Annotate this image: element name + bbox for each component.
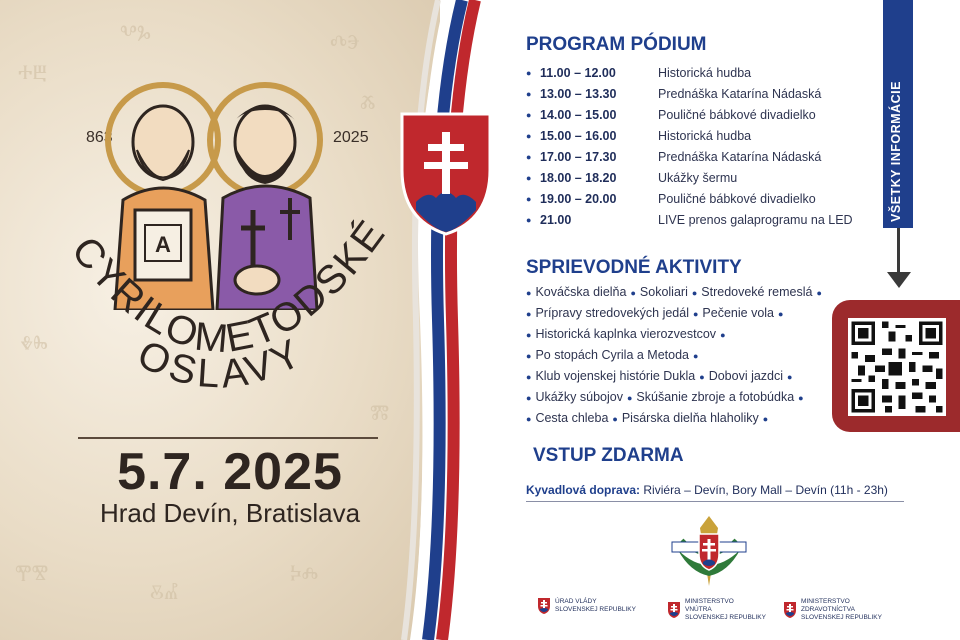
logo-line: ÚRAD VLÁDY xyxy=(555,598,597,605)
schedule-item: Pouličné bábkové divadielko xyxy=(658,191,816,206)
bullet-icon: ● xyxy=(693,351,699,361)
schedule-item: Historická hudba xyxy=(658,128,752,143)
schedule-row xyxy=(526,83,866,104)
schedule-time: 19.00 – 20.00 xyxy=(540,191,617,206)
activity-item: Pečenie vola xyxy=(702,306,774,320)
bullet-icon: ● xyxy=(526,214,532,225)
schedule-row xyxy=(526,146,866,167)
glagolitic-glyph: Ⰶ xyxy=(360,90,376,114)
logo-line: ZDRAVOTNÍCTVA xyxy=(801,606,855,613)
glagolitic-glyph: ⰄⰅ xyxy=(330,30,360,54)
activity-line xyxy=(526,411,836,432)
poster-left-panel xyxy=(0,0,440,640)
logo-line: VNÚTRA xyxy=(685,606,712,613)
glagolitic-glyph: ⰍⰎ xyxy=(290,560,319,584)
year-end: 2025 xyxy=(333,129,369,146)
logo-line: SLOVENSKEJ REPUBLIKY xyxy=(685,614,766,621)
activity-line xyxy=(526,327,836,348)
bullet-icon: ● xyxy=(526,130,532,141)
tricolour-ribbon xyxy=(380,0,520,640)
logo-ministry-health xyxy=(784,598,882,622)
activity-item: Cesta chleba xyxy=(535,411,609,425)
glagolitic-glyph: ⰇⰈ xyxy=(20,330,48,354)
svg-text:CYRILOMETODSKÉ xyxy=(63,211,394,362)
bullet-icon: ● xyxy=(526,109,532,120)
bullet-icon: ● xyxy=(526,351,532,361)
year-start: 863 xyxy=(86,129,113,146)
activity-item: Historická kaplnka vierozvestcov xyxy=(535,327,717,341)
event-title xyxy=(40,175,410,425)
activities-list xyxy=(526,285,836,432)
bullet-icon: ● xyxy=(526,393,532,403)
schedule-time: 17.00 – 17.30 xyxy=(540,149,617,164)
schedule-time: 13.00 – 13.30 xyxy=(540,86,617,101)
bullet-icon: ● xyxy=(630,288,636,298)
bullet-icon: ● xyxy=(526,309,532,319)
bullet-icon: ● xyxy=(626,393,633,403)
activity-item: Kováčska dielňa xyxy=(535,285,627,299)
arrow-down-icon xyxy=(897,228,900,276)
shuttle-label: Kyvadlová doprava: xyxy=(526,483,641,497)
schedule-time: 11.00 – 12.00 xyxy=(540,65,616,80)
bullet-icon: ● xyxy=(526,372,532,382)
schedule-time: 18.00 – 18.20 xyxy=(540,170,617,185)
shuttle-info xyxy=(526,483,904,502)
bullet-icon: ● xyxy=(526,151,532,162)
bullet-icon: ● xyxy=(526,193,532,204)
title-line-1: CYRILOMETODSKÉ xyxy=(62,211,395,362)
slovak-coat-of-arms-icon xyxy=(398,110,494,238)
bullet-icon: ● xyxy=(526,88,532,99)
bullet-icon: ● xyxy=(762,414,769,424)
event-date: 5.7. 2025 xyxy=(117,443,343,501)
program-schedule xyxy=(526,62,866,230)
arrow-head xyxy=(887,272,911,288)
activity-line xyxy=(526,390,836,411)
shuttle-text: Riviéra – Devín, Bory Mall – Devín (11h - 23h) xyxy=(643,483,888,497)
schedule-item: Prednáška Katarína Nádaská xyxy=(658,86,822,101)
bullet-icon: ● xyxy=(526,67,532,78)
bullet-icon: ● xyxy=(526,330,532,340)
bullet-icon: ● xyxy=(816,288,822,298)
activities-title: SPRIEVODNÉ AKTIVITY xyxy=(526,257,742,278)
bullet-icon: ● xyxy=(787,372,793,382)
schedule-row xyxy=(526,62,866,83)
logo-ministry-interior xyxy=(668,598,766,622)
schedule-row xyxy=(526,104,866,125)
activity-item: Pisárska dielňa hlaholiky xyxy=(621,411,759,425)
bullet-icon: ● xyxy=(526,414,532,424)
logo-line: SLOVENSKEJ REPUBLIKY xyxy=(801,614,882,621)
bullet-icon: ● xyxy=(612,414,618,424)
schedule-time: 15.00 – 16.00 xyxy=(540,128,617,143)
schedule-row xyxy=(526,188,866,209)
activity-item: Stredoveké remeslá xyxy=(701,285,813,299)
schedule-time: 14.00 – 15.00 xyxy=(540,107,617,122)
bullet-icon: ● xyxy=(798,393,804,403)
all-info-label: VŠETKY INFORMÁCIE xyxy=(889,81,903,222)
title-line-2: OSLAVY xyxy=(130,329,312,397)
slovak-coat-of-arms-icon xyxy=(538,598,550,614)
schedule-item: Pouličné bábkové divadielko xyxy=(658,107,816,122)
slovak-coat-of-arms-icon xyxy=(668,602,680,618)
schedule-item: Historická hudba xyxy=(658,65,752,80)
logo-line: MINISTERSTVO xyxy=(685,598,734,605)
schedule-item: LIVE prenos galaprogramu na LED xyxy=(658,212,853,227)
bullet-icon: ● xyxy=(699,372,705,382)
glagolitic-glyph: ⰋⰌ xyxy=(150,580,179,604)
glagolitic-glyph: ⰉⰊ xyxy=(15,560,49,584)
activity-line xyxy=(526,369,836,390)
book-letter: A xyxy=(155,232,171,257)
event-place: Hrad Devín, Bratislava xyxy=(99,498,361,528)
activity-item: Po stopách Cyrila a Metoda xyxy=(535,348,689,362)
program-title: PROGRAM PÓDIUM xyxy=(526,34,707,55)
activity-item: Ukážky súbojov xyxy=(535,390,623,404)
logo-government-office xyxy=(538,598,636,614)
ministry-emblem-icon xyxy=(668,510,750,590)
bullet-icon: ● xyxy=(526,288,532,298)
free-entry-title: VSTUP ZDARMA xyxy=(533,445,684,466)
logo-line: SLOVENSKEJ REPUBLIKY xyxy=(555,606,636,613)
activity-line xyxy=(526,306,836,327)
bullet-icon: ● xyxy=(778,309,784,319)
schedule-row xyxy=(526,125,866,146)
schedule-item: Prednáška Katarína Nádaská xyxy=(658,149,822,164)
schedule-time: 21.00 xyxy=(540,212,572,227)
activity-line xyxy=(526,285,836,306)
slovak-coat-of-arms-icon xyxy=(784,602,796,618)
bullet-icon: ● xyxy=(526,172,532,183)
activity-item: Skúšanie zbroje a fotobúdka xyxy=(636,390,795,404)
activity-item: Sokoliari xyxy=(639,285,688,299)
activity-item: Klub vojenskej histórie Dukla xyxy=(535,369,696,383)
activity-item: Dobovi jazdci xyxy=(708,369,784,383)
schedule-row xyxy=(526,167,866,188)
title-divider xyxy=(78,437,378,439)
qr-code-icon[interactable] xyxy=(848,318,946,416)
activity-line xyxy=(526,348,836,369)
bullet-icon: ● xyxy=(692,309,699,319)
bullet-icon: ● xyxy=(691,288,698,298)
glagolitic-glyph: ⰀⰁ xyxy=(18,60,48,84)
schedule-item: Ukážky šermu xyxy=(658,170,738,185)
schedule-row xyxy=(526,209,866,230)
logo-line: MINISTERSTVO xyxy=(801,598,850,605)
glagolitic-glyph: Ⰿ xyxy=(370,400,390,424)
activity-item: Prípravy stredovekých jedál xyxy=(535,306,689,320)
glagolitic-glyph: ⰂⰃ xyxy=(120,20,152,44)
bullet-icon: ● xyxy=(720,330,726,340)
